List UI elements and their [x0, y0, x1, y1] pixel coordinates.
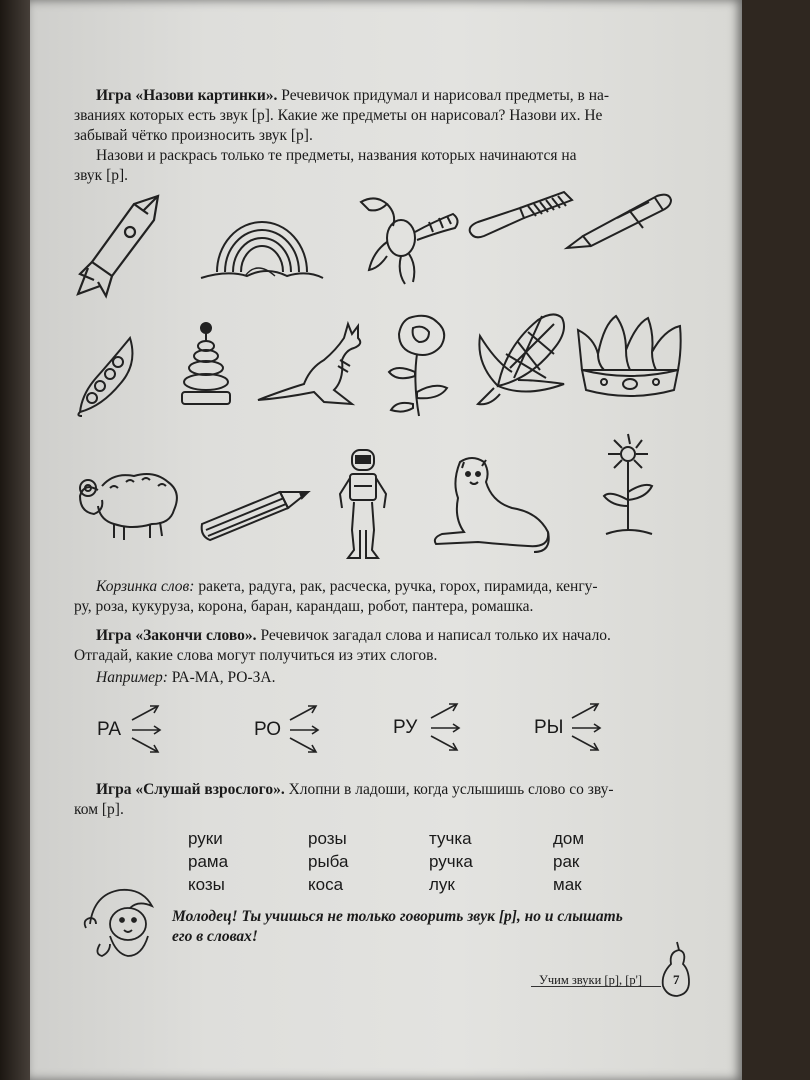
basket-text-line2: ру, роза, кукуруза, корона, баран, карандаш, робот, пантера, ромашка. — [74, 598, 534, 615]
basket-text-line1: ракета, радуга, рак, расческа, ручка, горох, пирамида, кенгу- — [194, 578, 598, 595]
game1-text-line3: забывай чётко произносить звук [р]. — [74, 127, 313, 144]
arrows-icon — [286, 700, 322, 758]
basket-line1 — [96, 577, 598, 597]
pea-pod-icon — [74, 334, 140, 418]
game3-title: Игра «Слушай взрослого». — [96, 781, 285, 798]
game2-text-line2: Отгадай, какие слова могут получиться из этих слогов. — [74, 647, 438, 664]
word-list-item: рыба — [308, 852, 349, 871]
game1-task-line2: звук [р]. — [74, 167, 129, 184]
ram-icon — [74, 466, 182, 542]
word-list-item: тучка — [429, 829, 472, 848]
panther-icon — [428, 452, 554, 556]
game1-text-line1: Речевичок придумал и нарисовал предметы, в на- — [281, 87, 610, 104]
arrows-icon — [128, 700, 164, 758]
footer-divider — [531, 986, 661, 987]
word-list-item: лук — [429, 875, 455, 894]
syllable-ro: РО — [254, 719, 282, 740]
word-list-item: розы — [308, 829, 347, 848]
pen-icon — [559, 186, 677, 252]
gnome-mascot-icon — [80, 884, 164, 958]
kangaroo-icon — [254, 320, 370, 408]
game1-title: Игра «Назови картинки». — [96, 87, 278, 104]
game1-task-line1: Назови и раскрась только те предметы, названия которых начинаются на — [96, 147, 577, 164]
daisy-icon — [596, 430, 662, 540]
game2-example — [96, 668, 275, 688]
arrows-icon — [568, 698, 604, 756]
word-list-item: коса — [308, 875, 344, 894]
rose-icon — [383, 312, 457, 418]
word-list-item: козы — [188, 875, 225, 894]
game1-text-line2: званиях которых есть звук [р]. Какие же предметы он нарисовал? Назови их. Не — [74, 107, 603, 124]
example-label: Например: — [96, 669, 168, 686]
game1-line1 — [96, 86, 609, 106]
pencil-icon — [196, 484, 314, 542]
word-list-item: руки — [188, 829, 223, 848]
crown-icon — [574, 310, 690, 402]
game3-text-line2: ком [р]. — [74, 801, 124, 818]
word-list-item: рама — [188, 852, 229, 871]
footer-title: Учим звуки [р], [р'] — [539, 973, 643, 987]
word-list-item: рак — [553, 852, 580, 871]
crayfish-icon — [357, 192, 467, 290]
rainbow-icon — [197, 200, 327, 288]
game2-title: Игра «Закончи слово». — [96, 627, 257, 644]
corn-icon — [466, 306, 574, 410]
pyramid-icon — [176, 320, 236, 410]
robot-icon — [334, 446, 392, 562]
arrows-icon — [427, 698, 463, 756]
praise-line2: его в словах! — [172, 928, 258, 945]
game2-line1 — [96, 626, 611, 646]
basket-label: Корзинка слов: — [96, 578, 195, 595]
book-spine — [0, 0, 30, 1080]
page-number: 7 — [673, 972, 680, 987]
word-list-item: мак — [553, 875, 582, 894]
rocket-icon — [74, 192, 166, 304]
word-list-item: дом — [553, 829, 585, 848]
game3-line1 — [96, 780, 614, 800]
game3-text-line1: Хлопни в ладоши, когда услышишь слово со зву- — [284, 781, 614, 798]
praise-line1: Молодец! Ты учишься не только говорить звук [р], но и слышать — [172, 908, 623, 925]
game2-text-line1: Речевичок загадал слова и написал только их начало. — [256, 627, 611, 644]
syllable-ru: РУ — [393, 717, 418, 738]
word-list-item: ручка — [429, 852, 473, 871]
example-value: РА-МА, РО-ЗА. — [167, 669, 276, 686]
syllable-ry: РЫ — [534, 717, 564, 738]
syllable-ra: РА — [97, 719, 122, 740]
